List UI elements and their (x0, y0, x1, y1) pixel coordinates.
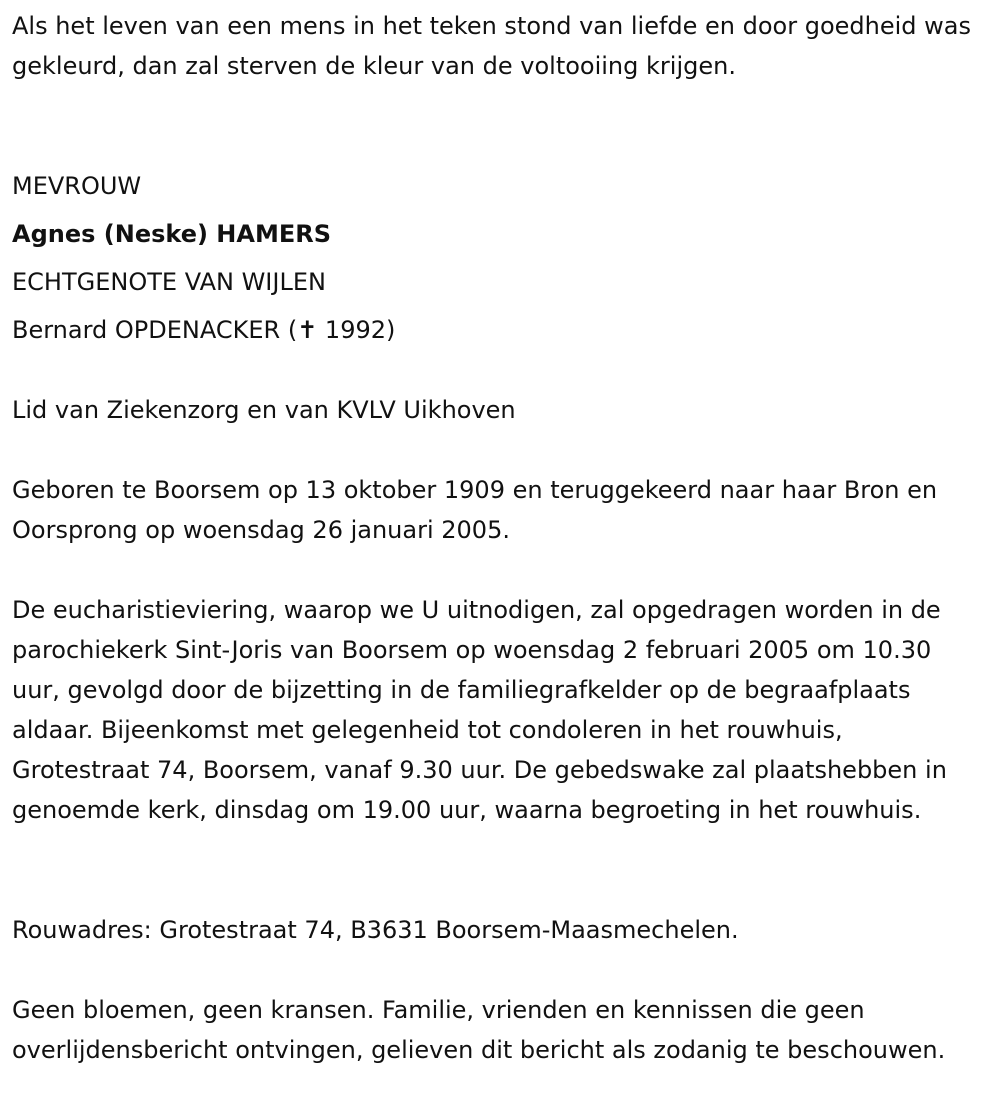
motto-paragraph: Als het leven van een mens in het teken stond van liefde en door goedheid was gekleurd, dan zal sterven de kleur van de voltooiing krijgen. (12, 12, 972, 80)
closing-paragraph: Geen bloemen, geen kransen. Familie, vrienden en kennissen die geen overlijdensbericht ontvingen, gelieven dit bericht als zodanig te beschouwen. (12, 996, 946, 1064)
birth-death-paragraph: Geboren te Boorsem op 13 oktober 1909 en teruggekeerd naar haar Bron en Oorsprong op woensdag 26 januari 2005. (12, 476, 938, 544)
membership-line: Lid van Ziekenzorg en van KVLV Uikhoven (12, 396, 516, 424)
spouse-name: Bernard OPDENACKER (✝ 1992) (12, 316, 396, 344)
deceased-name: Agnes (Neske) HAMERS (12, 220, 331, 248)
relation-label: ECHTGENOTE VAN WIJLEN (12, 268, 326, 296)
mourning-address: Rouwadres: Grotestraat 74, B3631 Boorsem-Maasmechelen. (12, 916, 739, 944)
service-paragraph: De eucharistieviering, waarop we U uitnodigen, zal opgedragen worden in de parochiekerk Sint-Joris van Boorsem op woensdag 2 februari 2005 om 10.30 uur, gevolgd door de bijzetting in de familiegrafkelder op de begraafplaats aldaar. Bijeenkomst met gelegenheid tot condoleren in het rouwhuis, Grotestraat 74, Boorsem, vanaf 9.30 uur. De gebedswake zal plaatshebben in genoemde kerk, dinsdag om 19.00 uur, waarna begroeting in het rouwhuis. (12, 596, 947, 824)
honorific-title: MEVROUW (12, 172, 142, 200)
